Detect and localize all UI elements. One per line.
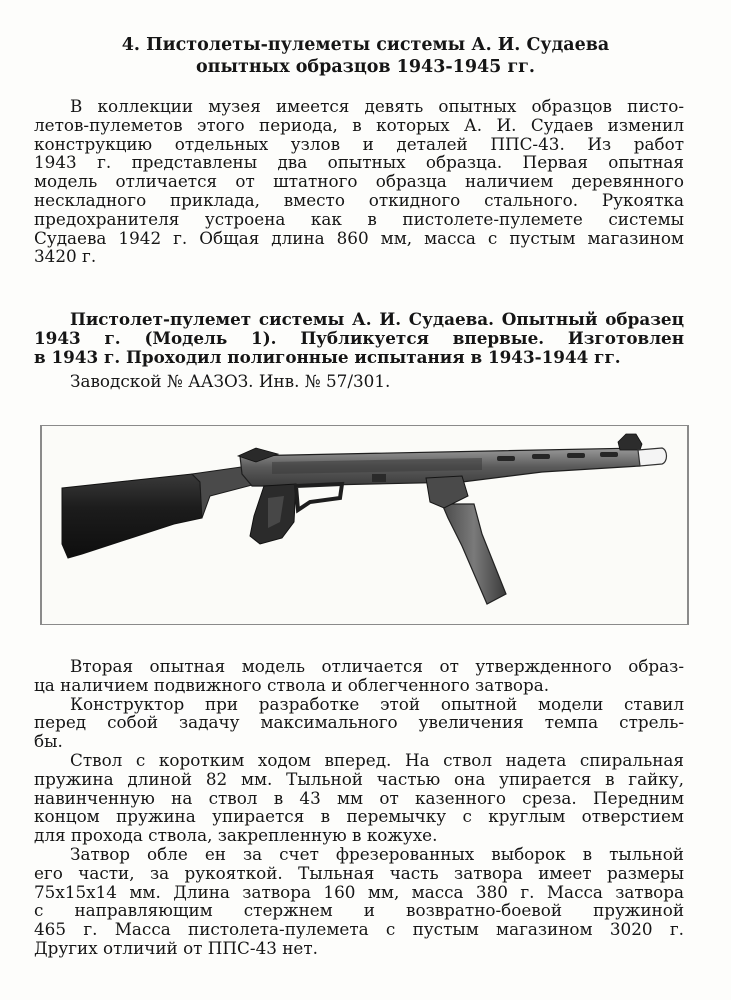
submachine-gun-illustration	[42, 426, 683, 622]
body-line: Конструктор при разработке этой опытной модели ставил	[70, 693, 684, 714]
inventory-note	[34, 372, 684, 391]
trigger-guard	[296, 484, 342, 510]
heading-line-1: 4. Пистолеты-пулеметы системы А. И. Судаева	[121, 35, 610, 55]
body-line: с направляющим стержнем и возвратно-боевой пружиной	[34, 900, 684, 921]
body-line: Вторая опытная модель отличается от утвержденного образ-	[70, 656, 684, 676]
body-line: Ствол с коротким ходом вперед. На ствол надета спиральная	[70, 749, 684, 770]
caption-line: 1943 г. (Модель 1). Публикуется впервые. Изготовлен	[34, 328, 684, 348]
body-line: навинченную на ствол в 43 мм от казенного среза. Передним	[34, 787, 684, 808]
intro-line: предохранителя устроена как в пистолете-пулемете системы	[34, 208, 684, 229]
figure-caption	[34, 310, 684, 367]
intro-line: нескладного приклада, вместо откидного стального. Рукоятка	[34, 189, 684, 210]
section-heading	[40, 34, 691, 78]
intro-line: летов-пулеметов этого периода, в которых А. И. Судаев изменил	[34, 114, 684, 135]
body-line: перед собой задачу максимального увеличения темпа стрель-	[34, 712, 684, 733]
intro-line: конструкцию отдельных узлов и деталей ППС-43. Из работ	[34, 133, 684, 154]
charging-handle	[372, 474, 386, 482]
wooden-stock	[62, 474, 202, 558]
body-line: для прохода ствола, закрепленную в кожухе.	[34, 825, 438, 846]
intro-line: Судаева 1942 г. Общая длина 860 мм, масса с пустым магазином	[34, 227, 684, 248]
intro-line: модель отличается от штатного образца наличием деревянного	[34, 171, 684, 192]
muzzle	[638, 448, 667, 466]
inventory-line: Заводской № ААЗОЗ. Инв. № 57/301.	[70, 371, 391, 391]
magazine	[442, 504, 506, 604]
body-line: концом пружина упирается в перемычку с круглым отверстием	[34, 806, 684, 827]
caption-line: Пистолет-пулемет системы А. И. Судаева. Опытный образец	[70, 309, 684, 329]
intro-paragraph	[34, 97, 684, 266]
body-line: бы.	[34, 731, 63, 752]
heading-line-2: опытных образцов 1943-1945 гг.	[196, 57, 535, 77]
body-line: ца наличием подвижного ствола и облегченного затвора.	[34, 674, 550, 695]
body-line: пружина длиной 82 мм. Тыльной частью она упирается в гайку,	[34, 768, 684, 789]
body-line: Других отличий от ППС-43 нет.	[34, 937, 318, 958]
weapon-photo-frame	[40, 425, 689, 625]
intro-line: В коллекции музея имеется девять опытных образцов писто-	[70, 96, 684, 116]
intro-line: 1943 г. представлены два опытных образца. Первая опытная	[34, 152, 684, 173]
front-sight	[618, 434, 642, 450]
magazine-well	[426, 476, 468, 508]
body-line: его части, за рукояткой. Тыльная часть затвора имеет размеры	[34, 862, 684, 883]
body-text	[34, 657, 684, 958]
caption-line: в 1943 г. Проходил полигонные испытания в 1943-1944 гг.	[34, 347, 621, 367]
intro-line: 3420 г.	[34, 246, 97, 267]
body-line: 465 г. Масса пистолета-пулемета с пустым магазином 3020 г.	[34, 919, 684, 940]
body-line: Затвор обле ен за счет фрезерованных выборок в тыльной	[70, 843, 684, 864]
body-line: 75х15х14 мм. Длина затвора 160 мм, масса 380 г. Масса затвора	[34, 881, 684, 902]
